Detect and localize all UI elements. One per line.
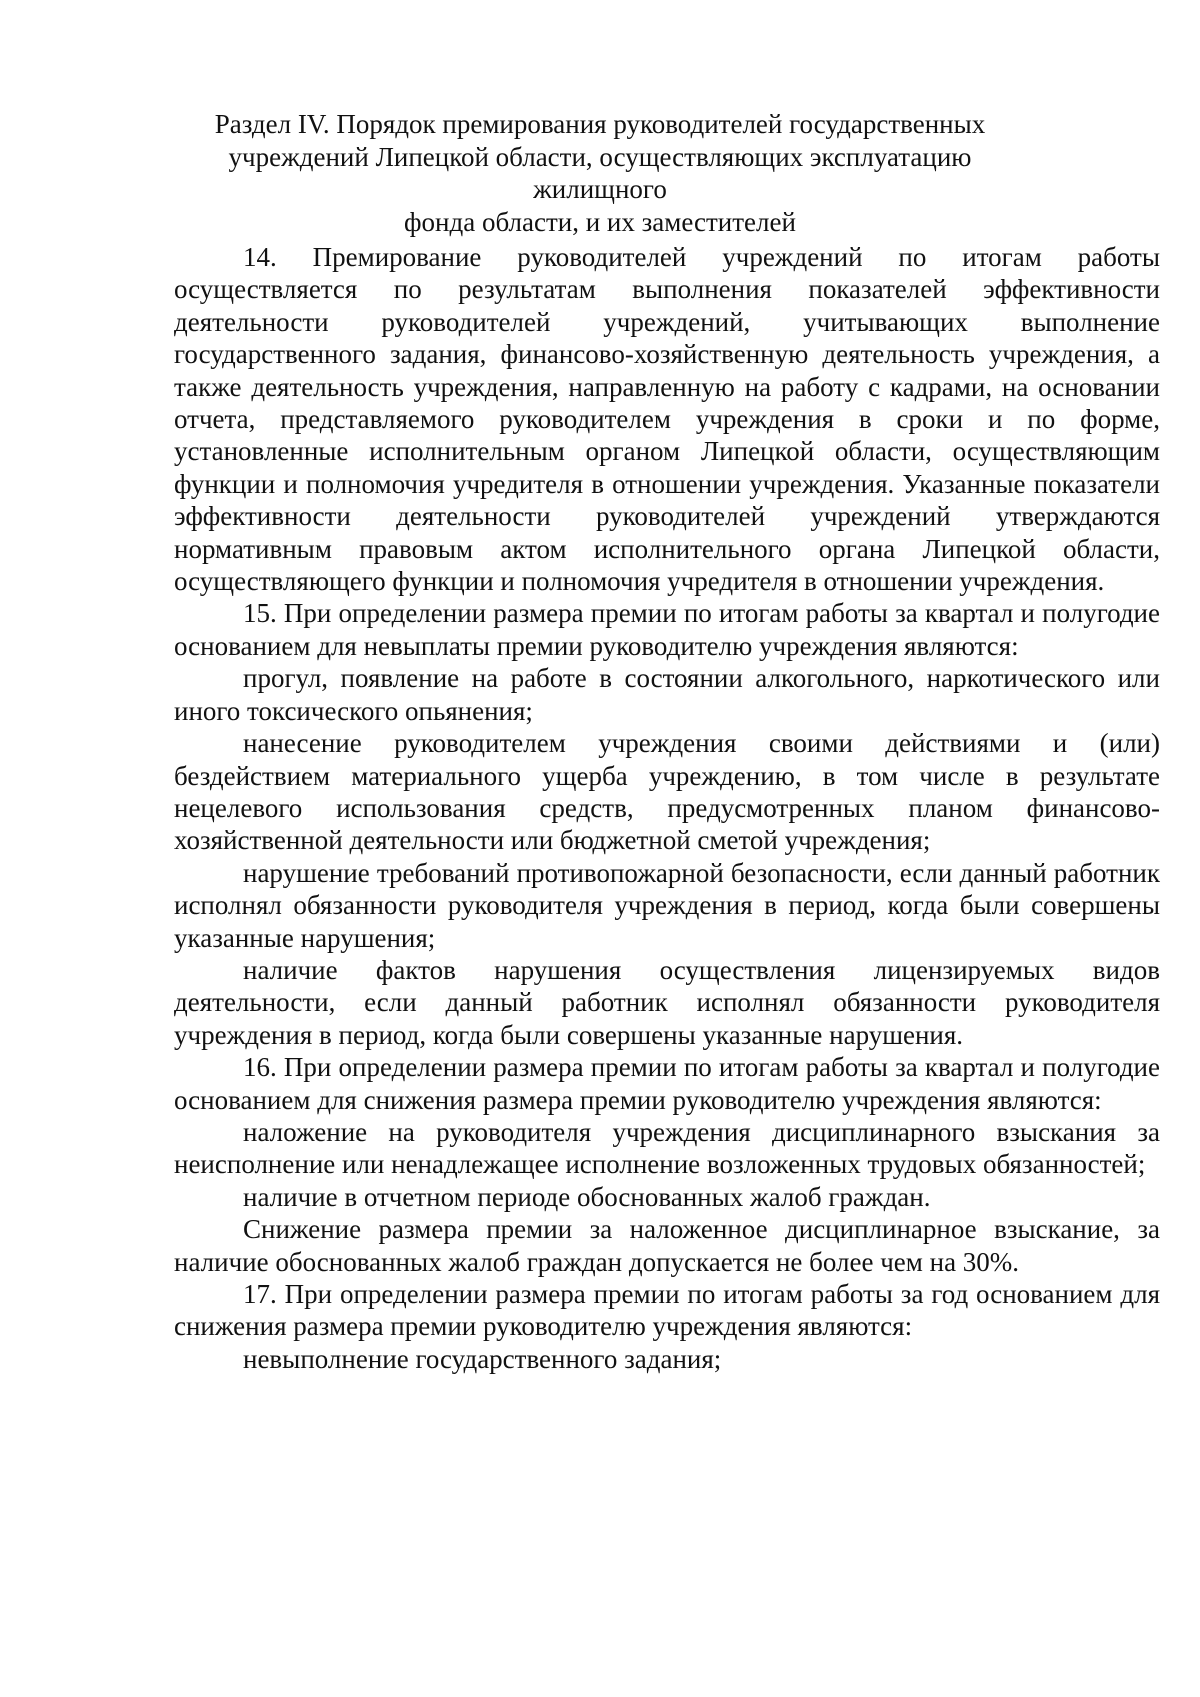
paragraph-15-item-licensing: наличие фактов нарушения осуществления лицензируемых видов деятельности, если данный работник исполнял обязанности руководителя учреждения в период, когда были совершены указанные нарушения. [174,954,1160,1050]
paragraph-14: 14. Премирование руководителей учреждений по итогам работы осуществляется по результатам выполнения показателей эффективности деятельности руководителей учреждений, учитывающих выполнение государственного задания, финансово-хозяйственную деятельность учреждения, а также деятельность учреждения, направленную на работу с кадрами, на основании отчета, представляемого руководителем учреждения в сроки и по форме, установленные исполнительным органом Липецкой области, осуществляющим функции и полномочия учредителя в отношении учреждения. Указанные показатели эффективности деятельности руководителей учреждений утверждаются нормативным правовым актом исполнительного органа Липецкой области, осуществляющего функции и полномочия учредителя в отношении учреждения. [174,242,1160,597]
section-title-line: Раздел IV. Порядок премирования руководителей государственных [214,109,986,139]
document-body [174,241,1160,1375]
section-title-line: фонда области, и их заместителей [404,206,796,237]
paragraph-16-reduction-limit: Снижение размера премии за наложенное дисциплинарное взыскание, за наличие обоснованных жалоб граждан допускается не более чем на 30%. [174,1214,1160,1277]
paragraph-16-item-disciplinary: наложение на руководителя учреждения дисциплинарного взыскания за неисполнение или ненадлежащее исполнение возложенных трудовых обязанностей; [174,1116,1160,1180]
paragraph-15: 15. При определении размера премии по итогам работы за квартал и полугодие основанием для невыплаты премии руководителю учреждения являются: [174,598,1160,661]
paragraph-16-item-complaints: наличие в отчетном периоде обоснованных жалоб граждан. [243,1181,931,1212]
paragraph-15-item-damage: нанесение руководителем учреждения своими действиями и (или) бездействием материального ущерба учреждению, в том числе в результате нецелевого использования средств, предусмотренных планом финансово-хозяйственной деятельности или бюджетной сметой учреждения; [174,728,1160,856]
paragraph-17: 17. При определении размера премии по итогам работы за год основанием для снижения размера премии руководителю учреждения являются: [174,1279,1160,1342]
paragraph-17-item-state-task: невыполнение государственного задания; [243,1343,722,1374]
section-title [175,108,1025,238]
paragraph-15-item-absence: прогул, появление на работе в состоянии алкогольного, наркотического или иного токсического опьянения; [174,663,1160,726]
paragraph-15-item-fire-safety: нарушение требований противопожарной безопасности, если данный работник исполнял обязанности руководителя учреждения в период, когда были совершены указанные нарушения; [174,857,1160,953]
section-title-line: учреждений Липецкой области, осуществляющих эксплуатацию жилищного [228,141,972,204]
paragraph-16: 16. При определении размера премии по итогам работы за квартал и полугодие основанием для снижения размера премии руководителю учреждения являются: [174,1052,1160,1115]
